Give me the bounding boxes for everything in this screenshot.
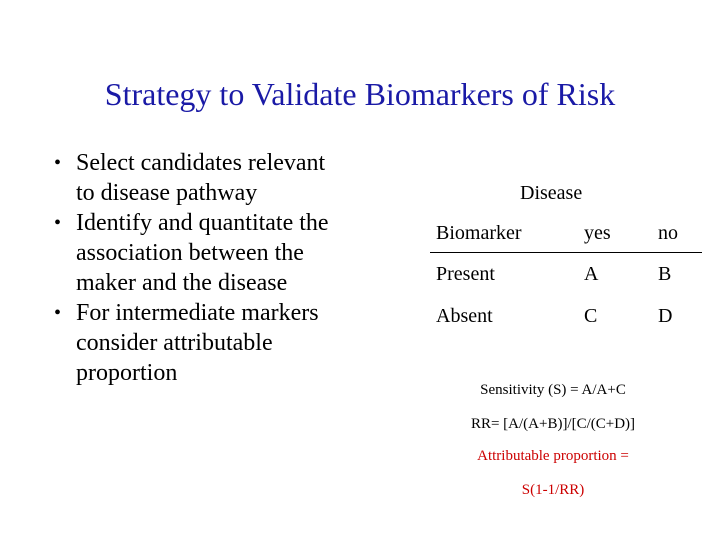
table-cell: D — [658, 304, 673, 327]
bullet-text: For intermediate markers consider attributable proportion — [76, 300, 319, 386]
contingency-table — [430, 222, 702, 337]
bullet-icon: • — [54, 212, 62, 234]
disease-group-header: Disease — [520, 182, 583, 204]
sensitivity-formula: Sensitivity (S) = A/A+C — [480, 382, 626, 398]
table-row — [430, 253, 702, 296]
table-cell: Absent — [436, 304, 493, 327]
bullet-icon: • — [54, 302, 62, 324]
bullet-text: Select candidates relevant to disease pathway — [76, 150, 326, 206]
table-header-cell: Biomarker — [430, 222, 584, 253]
bullet-item — [48, 298, 348, 388]
table-header-cell: no — [658, 222, 702, 253]
bullet-list — [48, 148, 348, 388]
table-cell: Present — [436, 262, 495, 285]
table-row — [430, 295, 702, 337]
relative-risk-formula: RR= [A/(A+B)]/[C/(C+D)] — [470, 416, 636, 432]
table-cell: A — [584, 262, 599, 285]
bullet-icon: • — [54, 152, 62, 174]
table-cell: C — [584, 304, 598, 327]
table-header-cell: yes — [584, 222, 658, 253]
bullet-item — [48, 148, 348, 208]
table-cell: B — [658, 262, 672, 285]
attributable-proportion-label: Attributable proportion = — [477, 448, 629, 464]
bullet-text: Identify and quantitate the association between the maker and the disease — [76, 210, 329, 296]
bullet-item — [48, 208, 348, 298]
table-header-row — [430, 222, 702, 253]
slide-title: Strategy to Validate Biomarkers of Risk — [104, 76, 616, 112]
attributable-proportion-formula: S(1-1/RR) — [521, 482, 585, 498]
